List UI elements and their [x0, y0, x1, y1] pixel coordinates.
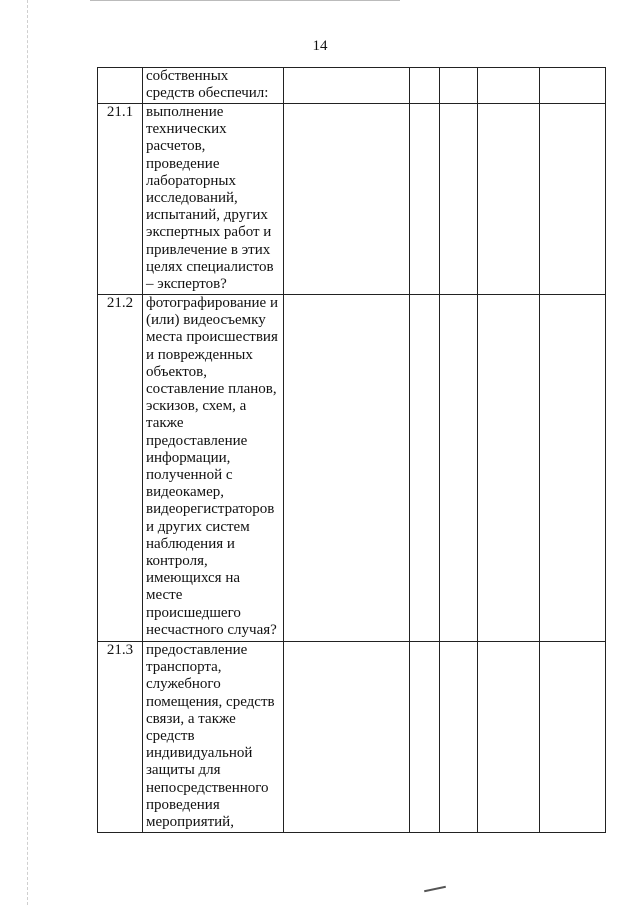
checklist-table [97, 67, 606, 833]
answer-cell-regulation [284, 104, 410, 295]
answer-cell-note [540, 642, 606, 833]
answer-cell-no [440, 68, 478, 104]
table-row [98, 642, 606, 833]
answer-cell-regulation [284, 68, 410, 104]
answer-cell-note [540, 295, 606, 642]
answer-cell-no [440, 295, 478, 642]
row-number: 21.1 [98, 104, 143, 295]
row-number: 21.2 [98, 295, 143, 642]
answer-cell-na [478, 295, 540, 642]
table-row [98, 104, 606, 295]
answer-cell-no [440, 104, 478, 295]
answer-cell-no [440, 642, 478, 833]
answer-cell-note [540, 68, 606, 104]
scan-top-line [90, 0, 400, 1]
answer-cell-yes [410, 68, 440, 104]
table-row [98, 68, 606, 104]
question-text: фотографирование и (или) видеосъемку места происшествия и поврежденных объектов, составление планов, эскизов, схем, а также предоставление информации, полученной с видеокамер, видеорегистраторов и других систем наблюдения и контроля, имеющихся на месте происшедшего несчастного случая? [143, 295, 284, 642]
scan-artifact [424, 886, 446, 893]
row-number [98, 68, 143, 104]
answer-cell-yes [410, 104, 440, 295]
answer-cell-note [540, 104, 606, 295]
row-number: 21.3 [98, 642, 143, 833]
answer-cell-na [478, 68, 540, 104]
page-number: 14 [312, 38, 328, 54]
question-text: выполнение технических расчетов, проведение лабораторных исследований, испытаний, других экспертных работ и привлечение в этих целях специалистов – экспертов? [143, 104, 284, 295]
question-text: предоставление транспорта, служебного помещения, средств связи, а также средств индивидуальной защиты для непосредственного проведения мероприятий, [143, 642, 284, 833]
table-row [98, 295, 606, 642]
answer-cell-na [478, 642, 540, 833]
answer-cell-yes [410, 295, 440, 642]
question-text: собственных средств обеспечил: [143, 68, 284, 104]
answer-cell-na [478, 104, 540, 295]
binding-edge [27, 0, 28, 905]
answer-cell-regulation [284, 295, 410, 642]
answer-cell-regulation [284, 642, 410, 833]
answer-cell-yes [410, 642, 440, 833]
